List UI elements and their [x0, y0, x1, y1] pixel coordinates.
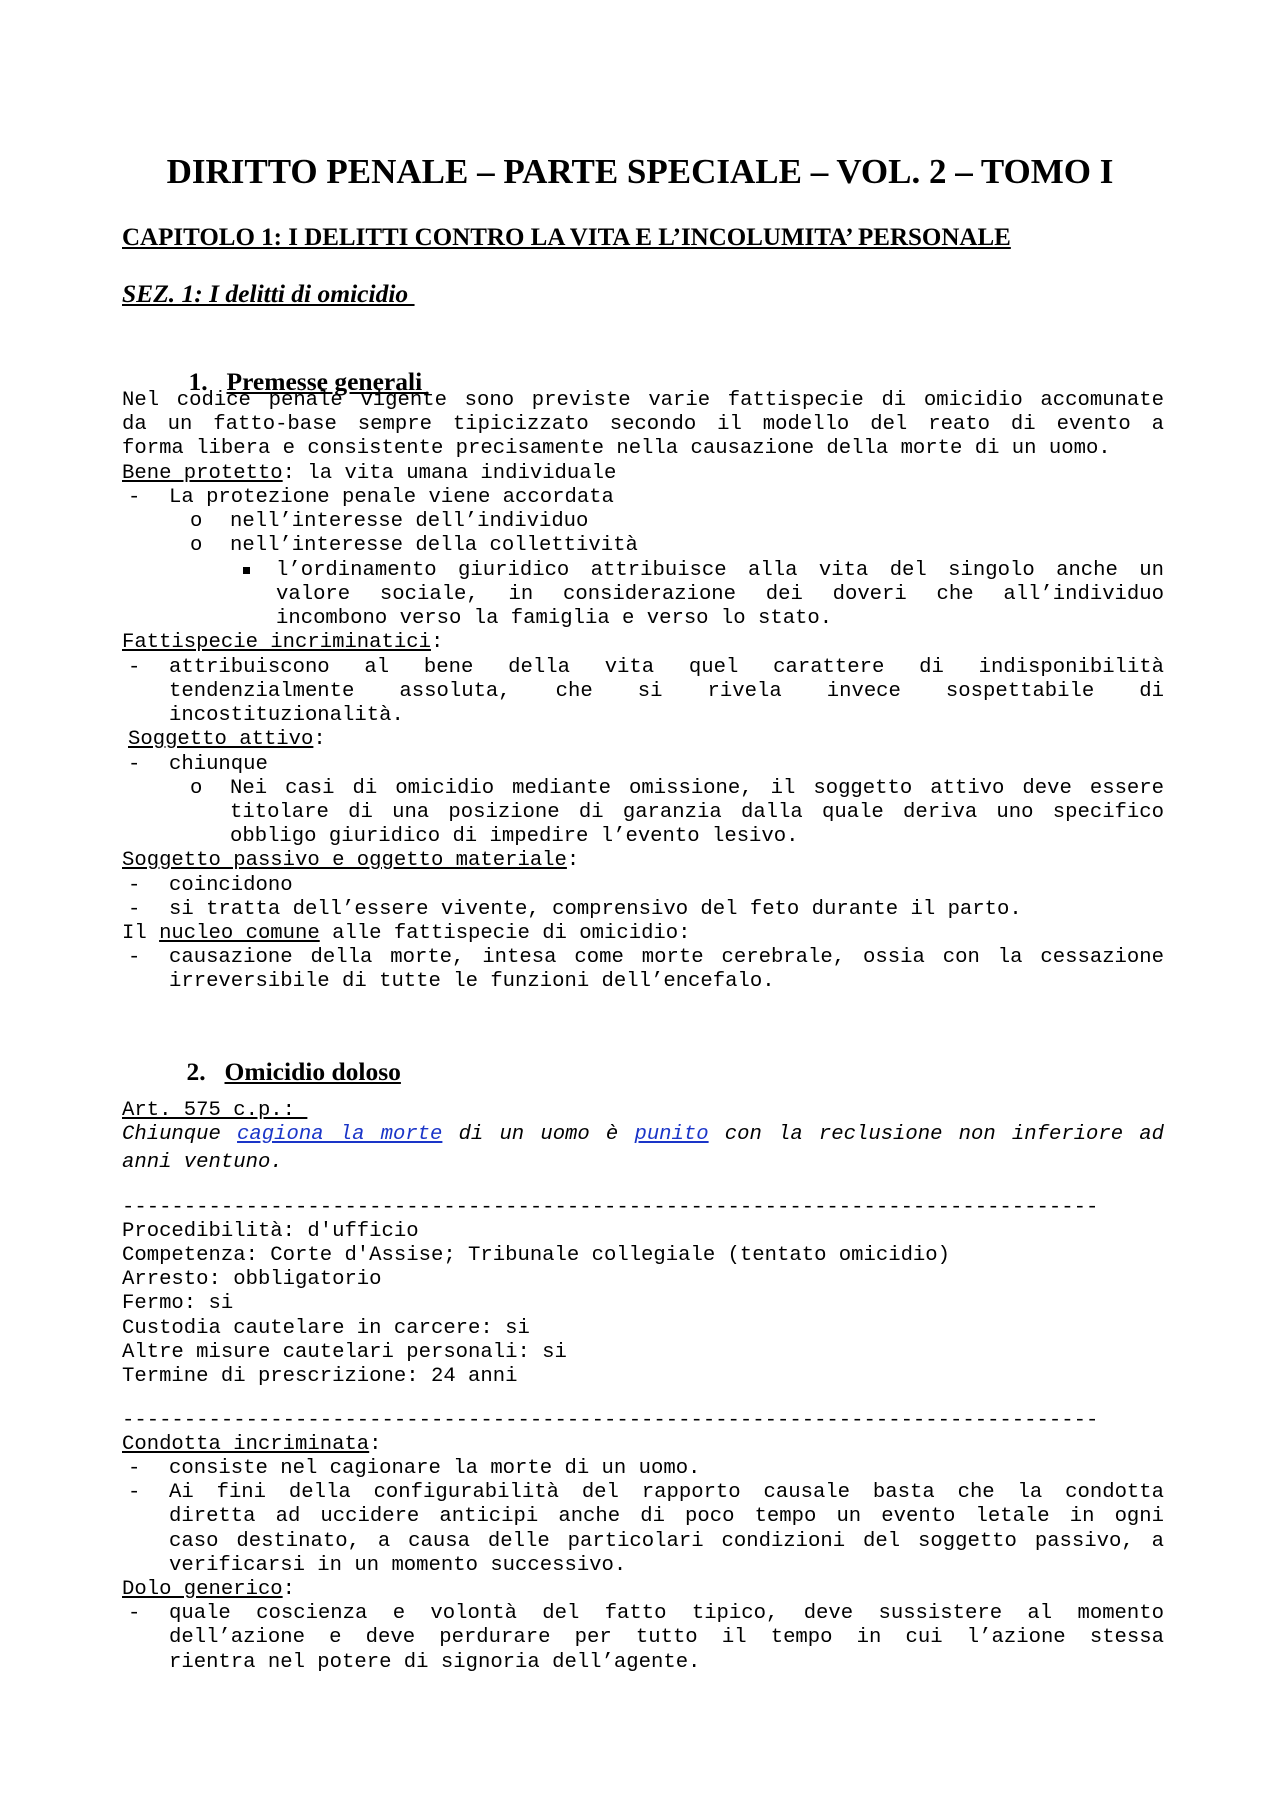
nucleo-comune-line: Il nucleo comune alle fattispecie di omicidio:	[122, 922, 691, 945]
soggetto-passivo-label: Soggetto passivo e oggetto materiale	[122, 849, 567, 872]
dash-marker: -	[128, 1457, 141, 1480]
intro-line-2: da un fatto-base sempre tipicizzato secondo il modello del reato di evento a	[122, 413, 1164, 436]
dolo-line: Dolo generico:	[122, 1578, 296, 1601]
condotta-item-1: consiste nel cagionare la morte di un uomo.	[169, 1457, 701, 1480]
intro-line-1: Nel codice penale vigente sono previste varie fattispecie di omicidio accomunate	[122, 389, 1164, 412]
dolo-item-line-2: dell’azione e deve perdurare per tutto il tempo in cui l’azione stessa	[169, 1626, 1164, 1649]
dash-marker: -	[128, 1602, 141, 1625]
bene-item-4-line-3: incombono verso la famiglia e verso lo stato.	[276, 607, 833, 630]
separator-line: -------------------------------------------------------------------------------	[122, 1409, 1099, 1432]
soggetto-passivo-line: Soggetto passivo e oggetto materiale:	[122, 849, 580, 872]
article-text-line-1: Chiunque cagiona la morte di un uomo è punito con la reclusione non inferiore ad	[122, 1123, 1165, 1146]
heading-text: Premesse generali	[226, 367, 429, 396]
dolo-item-line-1: quale coscienza e volontà del fatto tipico, deve sussistere al momento	[169, 1602, 1164, 1625]
fattispecie-line: Fattispecie incriminatici:	[122, 631, 444, 654]
passivo-item-2: si tratta dell’essere vivente, comprensivo del feto durante il parto.	[169, 898, 1022, 921]
attivo-item-2-line-3: obbligo giuridico di impedire l’evento lesivo.	[230, 825, 799, 848]
info-competenza: Competenza: Corte d'Assise; Tribunale collegiale (tentato omicidio)	[122, 1244, 951, 1267]
attivo-item-1: chiunque	[169, 753, 268, 776]
bene-protetto-label: Bene protetto	[122, 462, 283, 485]
dash-marker: -	[128, 486, 141, 509]
bene-item-1: La protezione penale viene accordata	[169, 486, 614, 509]
separator-line: -------------------------------------------------------------------------------	[122, 1196, 1099, 1219]
circle-marker: o	[190, 510, 203, 533]
dolo-label: Dolo generico	[122, 1578, 283, 1601]
dash-marker: -	[128, 753, 141, 776]
article-text-line-2: anni ventuno.	[122, 1151, 283, 1174]
info-custodia: Custodia cautelare in carcere: si	[122, 1317, 530, 1340]
info-prescrizione: Termine di prescrizione: 24 anni	[122, 1365, 518, 1388]
dash-marker: -	[128, 1481, 141, 1504]
bene-item-3: nell’interesse della collettività	[230, 534, 638, 557]
nucleo-item-line-1: causazione della morte, intesa come morte cerebrale, ossia con la cessazione	[169, 946, 1164, 969]
circle-marker: o	[190, 777, 203, 800]
heading-number: 1.	[188, 367, 208, 396]
passivo-item-1: coincidono	[169, 874, 293, 897]
bene-item-4-line-2: valore sociale, in considerazione dei doveri che all’individuo	[276, 583, 1164, 606]
info-fermo: Fermo: si	[122, 1292, 234, 1315]
dash-marker: -	[128, 946, 141, 969]
fattispecie-item-line-1: attribuiscono al bene della vita quel carattere di indisponibilità	[169, 656, 1164, 679]
heading-number: 2.	[186, 1057, 206, 1086]
fattispecie-item-line-2: tendenzialmente assoluta, che si rivela invece sospettabile di	[169, 680, 1164, 703]
info-misure-cautelari: Altre misure cautelari personali: si	[122, 1341, 567, 1364]
attivo-item-2-line-1: Nei casi di omicidio mediante omissione, il soggetto attivo deve essere	[230, 777, 1164, 800]
nucleo-comune-label: nucleo comune	[159, 922, 320, 945]
nucleo-item-line-2: irreversibile di tutte le funzioni dell’encefalo.	[169, 970, 775, 993]
info-arresto: Arresto: obbligatorio	[122, 1268, 382, 1291]
soggetto-attivo-line: Soggetto attivo:	[128, 728, 326, 751]
condotta-line: Condotta incriminata:	[122, 1433, 382, 1456]
article-label: Art. 575 c.p.:	[122, 1099, 308, 1122]
condotta-item-2-line-1: Ai fini della configurabilità del rapporto causale basta che la condotta	[169, 1481, 1164, 1504]
dolo-item-line-3: rientra nel potere di signoria dell’agente.	[169, 1651, 701, 1674]
dash-marker: -	[128, 656, 141, 679]
bene-item-4-line-1: l’ordinamento giuridico attribuisce alla vita del singolo anche un	[276, 559, 1164, 582]
heading-text: Omicidio doloso	[224, 1057, 401, 1086]
dash-marker: -	[128, 874, 141, 897]
condotta-item-2-line-2: diretta ad uccidere anticipi anche di poco tempo un evento letale in ogni	[169, 1505, 1164, 1528]
bene-item-2: nell’interesse dell’individuo	[230, 510, 589, 533]
intro-line-3: forma libera e consistente precisamente nella causazione della morte di un uomo.	[122, 437, 1111, 460]
section-heading: SEZ. 1: I delitti di omicidio	[122, 279, 415, 308]
link-cagiona-la-morte[interactable]: cagiona la morte	[237, 1123, 443, 1146]
document-title: DIRITTO PENALE – PARTE SPECIALE – VOL. 2 – TOMO I	[166, 152, 1114, 191]
dash-marker: -	[128, 898, 141, 921]
soggetto-attivo-label: Soggetto attivo	[128, 728, 314, 751]
info-procedibilita: Procedibilità: d'ufficio	[122, 1220, 419, 1243]
square-bullet-icon	[243, 567, 250, 574]
chapter-heading: CAPITOLO 1: I DELITTI CONTRO LA VITA E L’INCOLUMITA’ PERSONALE	[122, 224, 1011, 251]
fattispecie-item-line-3: incostituzionalità.	[169, 704, 404, 727]
bene-protetto-line	[122, 462, 616, 486]
condotta-label: Condotta incriminata	[122, 1433, 370, 1456]
attivo-item-2-line-2: titolare di una posizione di garanzia dalla quale deriva uno specifico	[230, 801, 1164, 824]
condotta-item-2-line-3: caso destinato, a causa delle particolari condizioni del soggetto passivo, a	[169, 1530, 1164, 1553]
fattispecie-label: Fattispecie incriminatici	[122, 631, 431, 654]
bene-protetto-text: : la vita umana individuale	[282, 462, 617, 485]
condotta-item-2-line-4: verificarsi in un momento successivo.	[169, 1554, 627, 1577]
link-punito[interactable]: punito	[634, 1123, 709, 1146]
circle-marker: o	[190, 534, 203, 557]
